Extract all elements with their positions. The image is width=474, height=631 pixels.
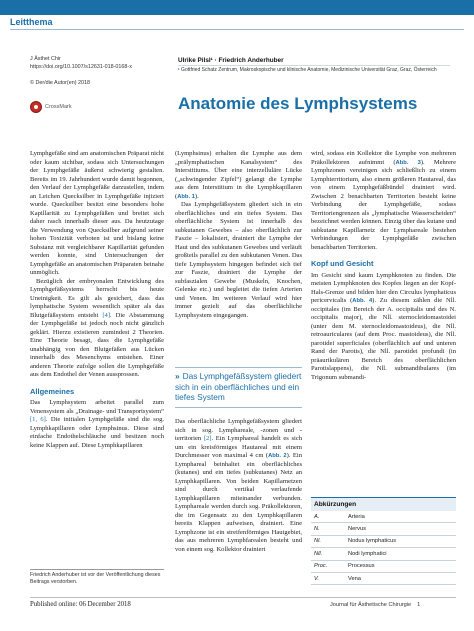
doi-link-text[interactable]: https://doi.org/10.1007/s12631-018-0168-x (30, 64, 132, 70)
journal-name-text: Journal für Ästhetische Chirurgie (330, 602, 412, 608)
header-bar (0, 0, 474, 15)
figure-link[interactable]: Abb. 3 (395, 159, 421, 166)
paragraph (311, 272, 456, 383)
pull-quote-text: Das Lymphgefäßsystem gliedert sich in ein oberflächliches und ein tiefes System (175, 371, 302, 402)
paragraph (30, 278, 164, 380)
column-1 (30, 150, 164, 450)
abbr-cell: V. (314, 575, 319, 582)
table-row (311, 561, 456, 573)
table-row (311, 536, 456, 548)
paragraph (30, 399, 164, 450)
text-run: ). Ein Lymphareal beinhaltet ein oberflächliches (kutanes) und ein tiefes (subkutanes) Netz an Lymphkapillaren. Von beiden Kapillarnetzen sind durch vertikal verlaufende Lymphkapillaren miteinander verbunden. Lymphareale werden durch sog. Präkollektoren, die im Gegensatz zu den Lymphkapillaren bereits Klappen aufweisen, drainiert. Eine Lymphzone ist ein streifenförmiges Hautgebiet, das aus mehreren Lymphfarealen besteht und von einem sog. Kollektor drainiert (175, 452, 303, 553)
full-cell: Nodi lymphatici (348, 550, 387, 557)
heading-allgemeines: Allgemeines (30, 386, 75, 396)
journal-short: J Ästhet Chir (30, 56, 61, 62)
abbr-cell: Nl. (314, 538, 321, 545)
figure-link[interactable]: Abb. 2 (268, 453, 287, 459)
section-label: Leitthema (10, 17, 53, 27)
full-cell: Processus (348, 563, 375, 570)
table-row (311, 511, 456, 523)
chevron-right-icon: » (175, 371, 180, 381)
text-run: Das Lymphsystem arbeitet parallel zum Venensystem als „Drainage- und Transportsystem“ (30, 399, 164, 415)
table-row (311, 523, 456, 535)
full-cell: Nodus lymphaticus (348, 538, 397, 545)
text-run: . Ein Lymphareal handelt es sich um ein kreisförmiges Hautareal mit einem Durchmesser von maximal 4 cm ( (175, 435, 302, 459)
full-cell: Vena (348, 575, 361, 582)
footer-rule (30, 597, 456, 598)
doi-link[interactable] (30, 64, 132, 71)
authors: Ulrike Pilsl¹ · Friedrich Anderhuber (178, 57, 284, 64)
text-run: ). (194, 192, 199, 200)
article-title: Anatomie des Lymphsystems (178, 94, 418, 113)
abbr-cell: N. (314, 526, 320, 533)
paragraph: Lymphgefäße sind am anatomischen Präparat nicht oder kaum sichtbar, sodass sich Untersuchungen der Lymphgefäße äußerst schwierig gestalten. Bereits im 19. Jahrhundert wurde damit begonnen, den Verlauf der Lymphgefäße darzustellen, indem an Leichen Quecksilber in Lymphgefäße injiziert wurde. Quecksilber besitzt eine besonders hohe Kapillarität zu Lymphgefäßen und breitet sich daher rasch innerhalb dieser aus. Da heutzutage die Verwendung von Quecksilber aufgrund seiner hohen Toxizität verboten ist und bislang keine Substanz mit vergleichbarer Kapillarität gefunden werden konnte, sind Untersuchungen der Lymphgefäße an anatomischen Präparaten beinahe unmöglich. (30, 150, 164, 276)
affiliation: ¹ Gottfried Schatz Zentrum, Makroskopische und klinische Anatomie, Medizinische Universität Graz, Graz, Österreich (178, 67, 437, 73)
pull-quote (175, 371, 302, 403)
heading-kopf-und-gesicht: Kopf und Gesicht (311, 259, 374, 268)
column-2-bottom (175, 418, 302, 554)
table-row (311, 573, 456, 585)
paragraph (175, 150, 302, 201)
text-run: wird, sodass ein Kollektor die Lymphe von mehreren Präkollektoren aufnimmt ( (311, 150, 456, 166)
text-run: Bezüglich der embryonalen Entwicklung des Lymphgefäßsystems herrscht bis heute Uneinigkeit. Es gilt als gesichert, dass das lymphatische System wesentlich später als das Blutgefäßsystem entsteht (30, 277, 164, 319)
abbr-cell: Nll. (314, 550, 323, 557)
crossmark-badge[interactable] (30, 101, 72, 113)
text-run: Im Gesicht sind kaum Lymphknoten zu finden. Die meisten Lymphknoten des Kopfes liegen an der Kopf-Hals-Grenze und bilden hier den Circulus lymphaticus pericervicalis ( (311, 271, 456, 304)
footnote-rule (30, 569, 164, 570)
journal-name (330, 602, 420, 608)
text-run: (Lymphsinus) erhalten die Lymphe aus dem „prälymphatischen Kanalsystem“ des Interstitiums. Über eine interzelluläre Lücke („schwingender Zipfel“) gelangt die Lymphe aus dem Interstitium in die Lymphkapillaren ( (175, 150, 302, 200)
figure-link[interactable]: Abb. 4 (352, 298, 373, 304)
pullquote-rule-bottom (175, 407, 302, 408)
crossmark-icon (30, 101, 42, 113)
published-date: Published online: 06 December 2018 (30, 601, 131, 608)
text-run: . Die initialen Lymphgefäße sind die sog. Lymphkapillaren oder Lymphsinus. Diese sind einfache Endothelschläuche und besitzen noch keine Klappen auf. Diese Lymphkapillaren (30, 416, 164, 449)
abbreviations-table (311, 497, 456, 585)
header-rule (10, 29, 464, 30)
column-3 (311, 150, 456, 382)
abbreviations-title: Abkürzungen (311, 497, 456, 511)
pullquote-rule-top (175, 367, 302, 368)
full-cell: Nervus (348, 526, 367, 533)
citation-link[interactable]: [4] (102, 311, 110, 319)
footnote: Friedrich Anderhuber ist vor der Veröffentlichung dieses Beitrags verstorben. (30, 572, 161, 585)
text-run: ). Mehrere Lymphzonen vereinigen sich schließlich zu einem Lymphterritorium, also einem größeren Hautareal, das von einem Lymphgefäßbündel drainiert wird. Zwischen 2 benachbarten Territorien besteht keine Verbindung der Lymphgefäße, sodass Territoriengrenzen als „lymphatische Wasserscheiden“ bezeichnet werden können. Einzig über das kutane und subkutane Kapillarnetz der Lymphareale bestehen Verbindungen der Lymphgefäße zwischen benachbarten Territorien. (311, 158, 456, 251)
abbr-cell: Proc. (314, 563, 328, 570)
abbr-cell: A. (314, 513, 320, 520)
column-2-top (175, 150, 302, 320)
paragraph (175, 418, 302, 554)
text-run: . Die Abstammung der Lymphgefäße ist jedoch noch nicht gänzlich geklärt. Hierzu existieren zumindest 2 Theorien. Eine Theorie besagt, dass die Lymphgefäße unabhängig von den Blutgefäßen aus Lücken innerhalb des Mesenchyms entstehen. Einer anderen Theorie zufolge sollen die Lymphgefäße aus dem Endothel der Venen aussprossen. (30, 311, 164, 378)
paragraph: Das Lymphgefäßsystem gliedert sich in ein oberflächliches und ein tiefes System. Das oberflächliche System ist innerhalb des subkutanen Gewebes – also oberflächlich zur Faszie – lokalisiert, drainiert die Lymphe der Haut und des subkutanen Gewebes und verläuft großteils parallel zu den subkutanen Venen. Das tiefe Lymphsystem hingegen befindet sich tief zur Faszie, drainiert die Lymphe der subfaszialen Gewebe (Muskeln, Knochen, Gelenke etc.) und begleitet die tiefen Arterien und Venen. Im weiteren Verlauf wird hier immer gezielt auf das oberflächliche Lymphsystem eingegangen. (175, 201, 302, 319)
page-number: 1 (417, 602, 421, 608)
paragraph (311, 150, 456, 252)
citation-link[interactable]: [1, 6] (30, 416, 46, 423)
authors-rule (178, 65, 450, 66)
text-run: ). Zu diesem zählen die Nll. occipitales (im Bereich der A. occipitalis und des N. occipitalis major), die Nll. sternocleidomastoidei (unter dem M. sternocleidomastoideus), die Nll. retroauriculares (auf dem Proc. mastoideus), die Nll. parotidei superficiales (oberflächlich auf und unteren Rand der Parotis), die Nll. parotidei profundi (in präaurikulären Bereich des oberflächlichen Parotislappens), die Nll. submandibulares (im Trigonum submandi- (311, 297, 456, 381)
figure-link[interactable]: Abb. 1 (177, 193, 195, 200)
full-cell: Arteria (348, 513, 365, 520)
text-run: Das oberflächliche Lymphgefäßsystem gliedert sich in sog. Lymphareale, -zonen und -territorien (175, 418, 302, 442)
citation-link[interactable]: [2] (203, 435, 212, 442)
table-row (311, 548, 456, 560)
crossmark-label: CrossMark (45, 104, 72, 110)
copyright: © Der/die Autor(en) 2018 (30, 80, 91, 86)
